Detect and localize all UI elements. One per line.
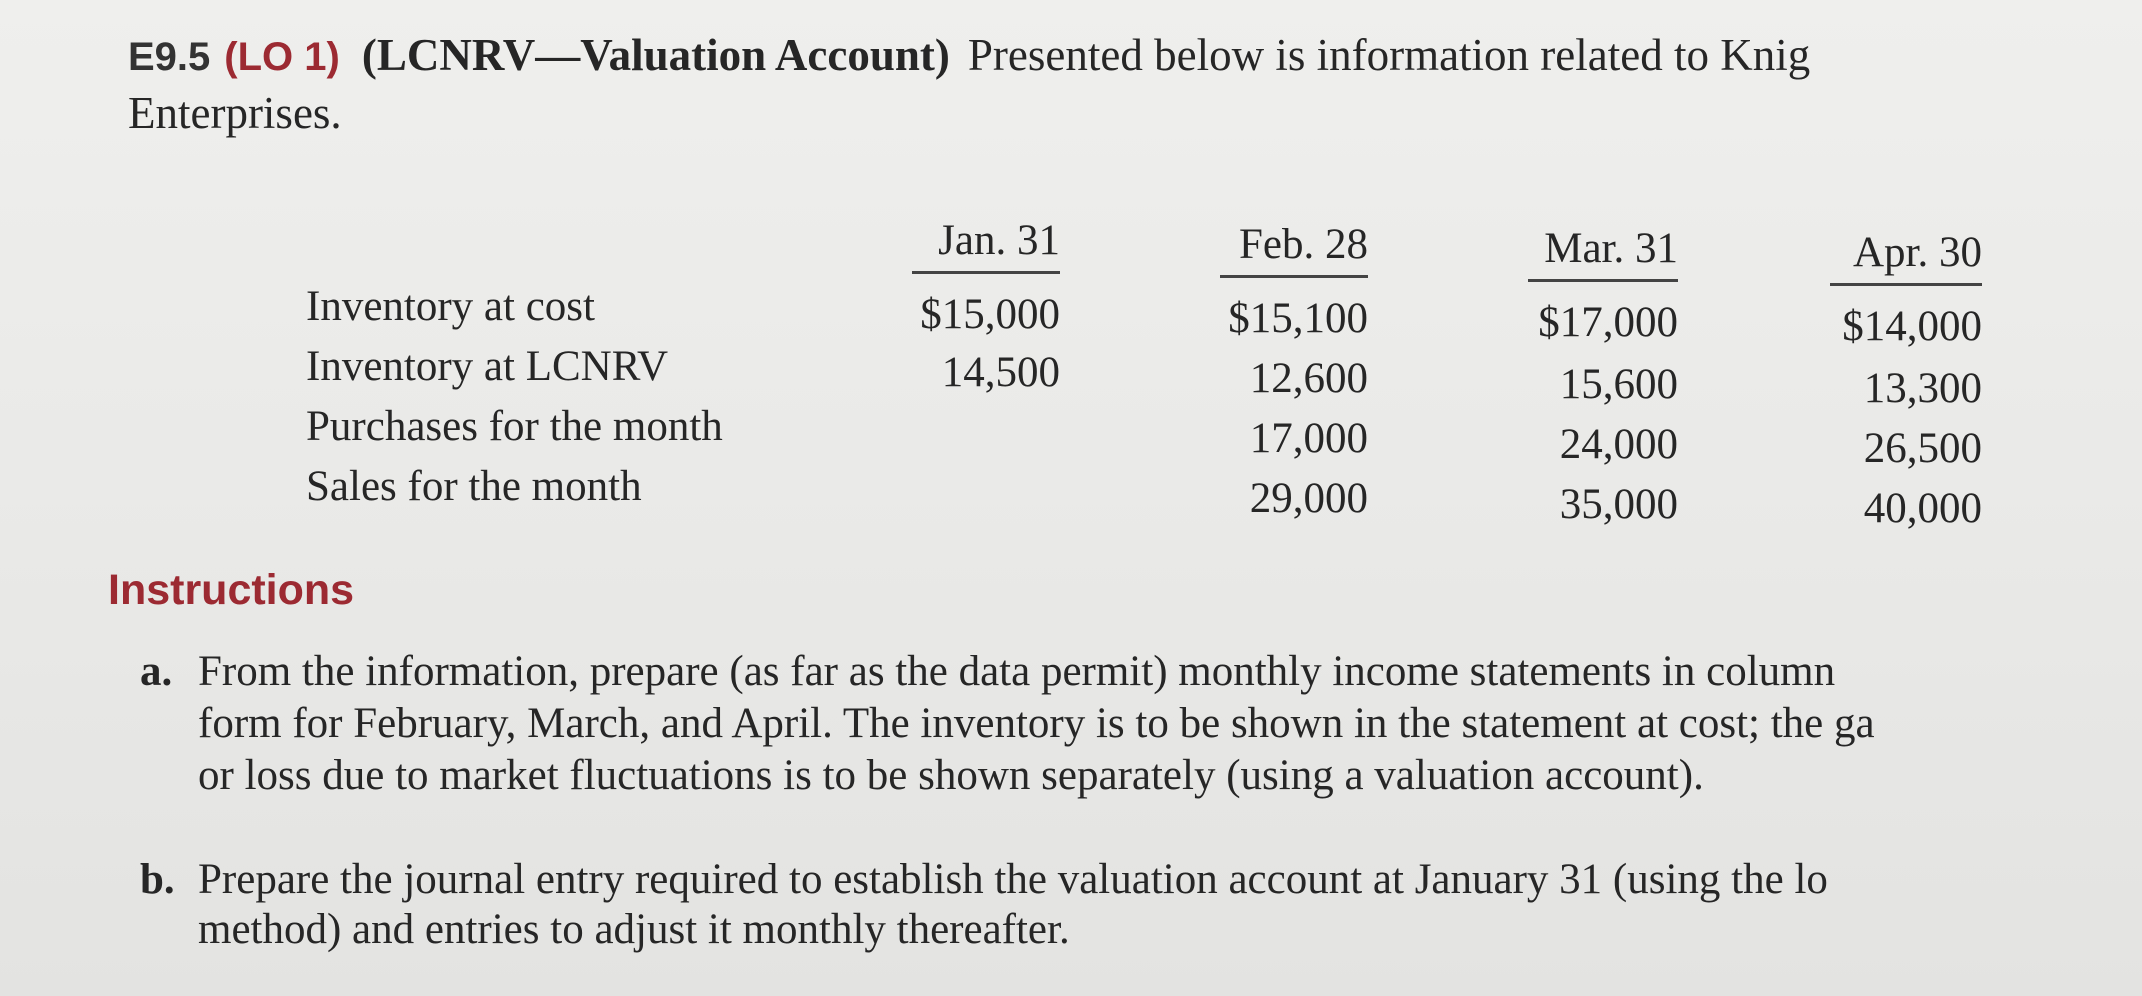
column-header-mar: Mar. 31 — [1528, 224, 1678, 282]
cell-lcnrv-mar: 15,600 — [1559, 361, 1678, 408]
row-label-inventory-cost: Inventory at cost — [306, 283, 595, 330]
cell-purchases-apr: 26,500 — [1863, 425, 1982, 472]
cell-lcnrv-apr: 13,300 — [1863, 365, 1982, 412]
column-header-feb: Feb. 28 — [1220, 220, 1368, 278]
cell-lcnrv-jan: 14,500 — [941, 349, 1060, 396]
exercise-header — [128, 26, 2142, 86]
instruction-a — [140, 648, 1835, 696]
cell-cost-jan: $15,000 — [920, 291, 1060, 338]
cell-cost-feb: $15,100 — [1228, 295, 1368, 342]
instruction-a-line-2: form for February, March, and April. The inventory is to be shown in the statement at cost; the ga — [198, 700, 1875, 747]
instruction-b — [140, 856, 1828, 904]
exercise-title: (LCNRV—Valuation Account) — [361, 30, 950, 80]
instructions-heading: Instructions — [108, 566, 355, 614]
cell-sales-apr: 40,000 — [1863, 485, 1982, 532]
row-label-sales: Sales for the month — [306, 463, 642, 510]
exercise-intro-continued: Enterprises. — [128, 88, 342, 138]
exercise-intro: Presented below is information related to Knig — [967, 30, 1811, 80]
instruction-b-line-2: method) and entries to adjust it monthly thereafter. — [198, 906, 1070, 953]
cell-lcnrv-feb: 12,600 — [1249, 355, 1368, 402]
cell-sales-mar: 35,000 — [1559, 481, 1678, 528]
cell-sales-feb: 29,000 — [1249, 475, 1368, 522]
exercise-id: E9.5 — [128, 35, 211, 79]
instruction-a-line-3: or loss due to market fluctuations is to be shown separately (using a valuation account). — [198, 752, 1704, 799]
instruction-a-label: a. — [140, 648, 173, 695]
cell-cost-apr: $14,000 — [1842, 303, 1982, 350]
column-header-apr: Apr. 30 — [1830, 228, 1982, 286]
instruction-a-line-1: From the information, prepare (as far as the data permit) monthly income statements in column — [198, 648, 1836, 695]
cell-purchases-feb: 17,000 — [1249, 415, 1368, 462]
cell-cost-mar: $17,000 — [1538, 299, 1678, 346]
learning-objective: (LO 1) — [224, 35, 340, 79]
cell-purchases-mar: 24,000 — [1559, 421, 1678, 468]
column-header-jan: Jan. 31 — [912, 216, 1060, 274]
row-label-purchases: Purchases for the month — [306, 403, 723, 450]
instruction-b-label: b. — [140, 856, 175, 903]
row-label-inventory-lcnrv: Inventory at LCNRV — [306, 343, 668, 390]
instruction-b-line-1: Prepare the journal entry required to establish the valuation account at January 31 (using the lo — [198, 856, 1828, 903]
